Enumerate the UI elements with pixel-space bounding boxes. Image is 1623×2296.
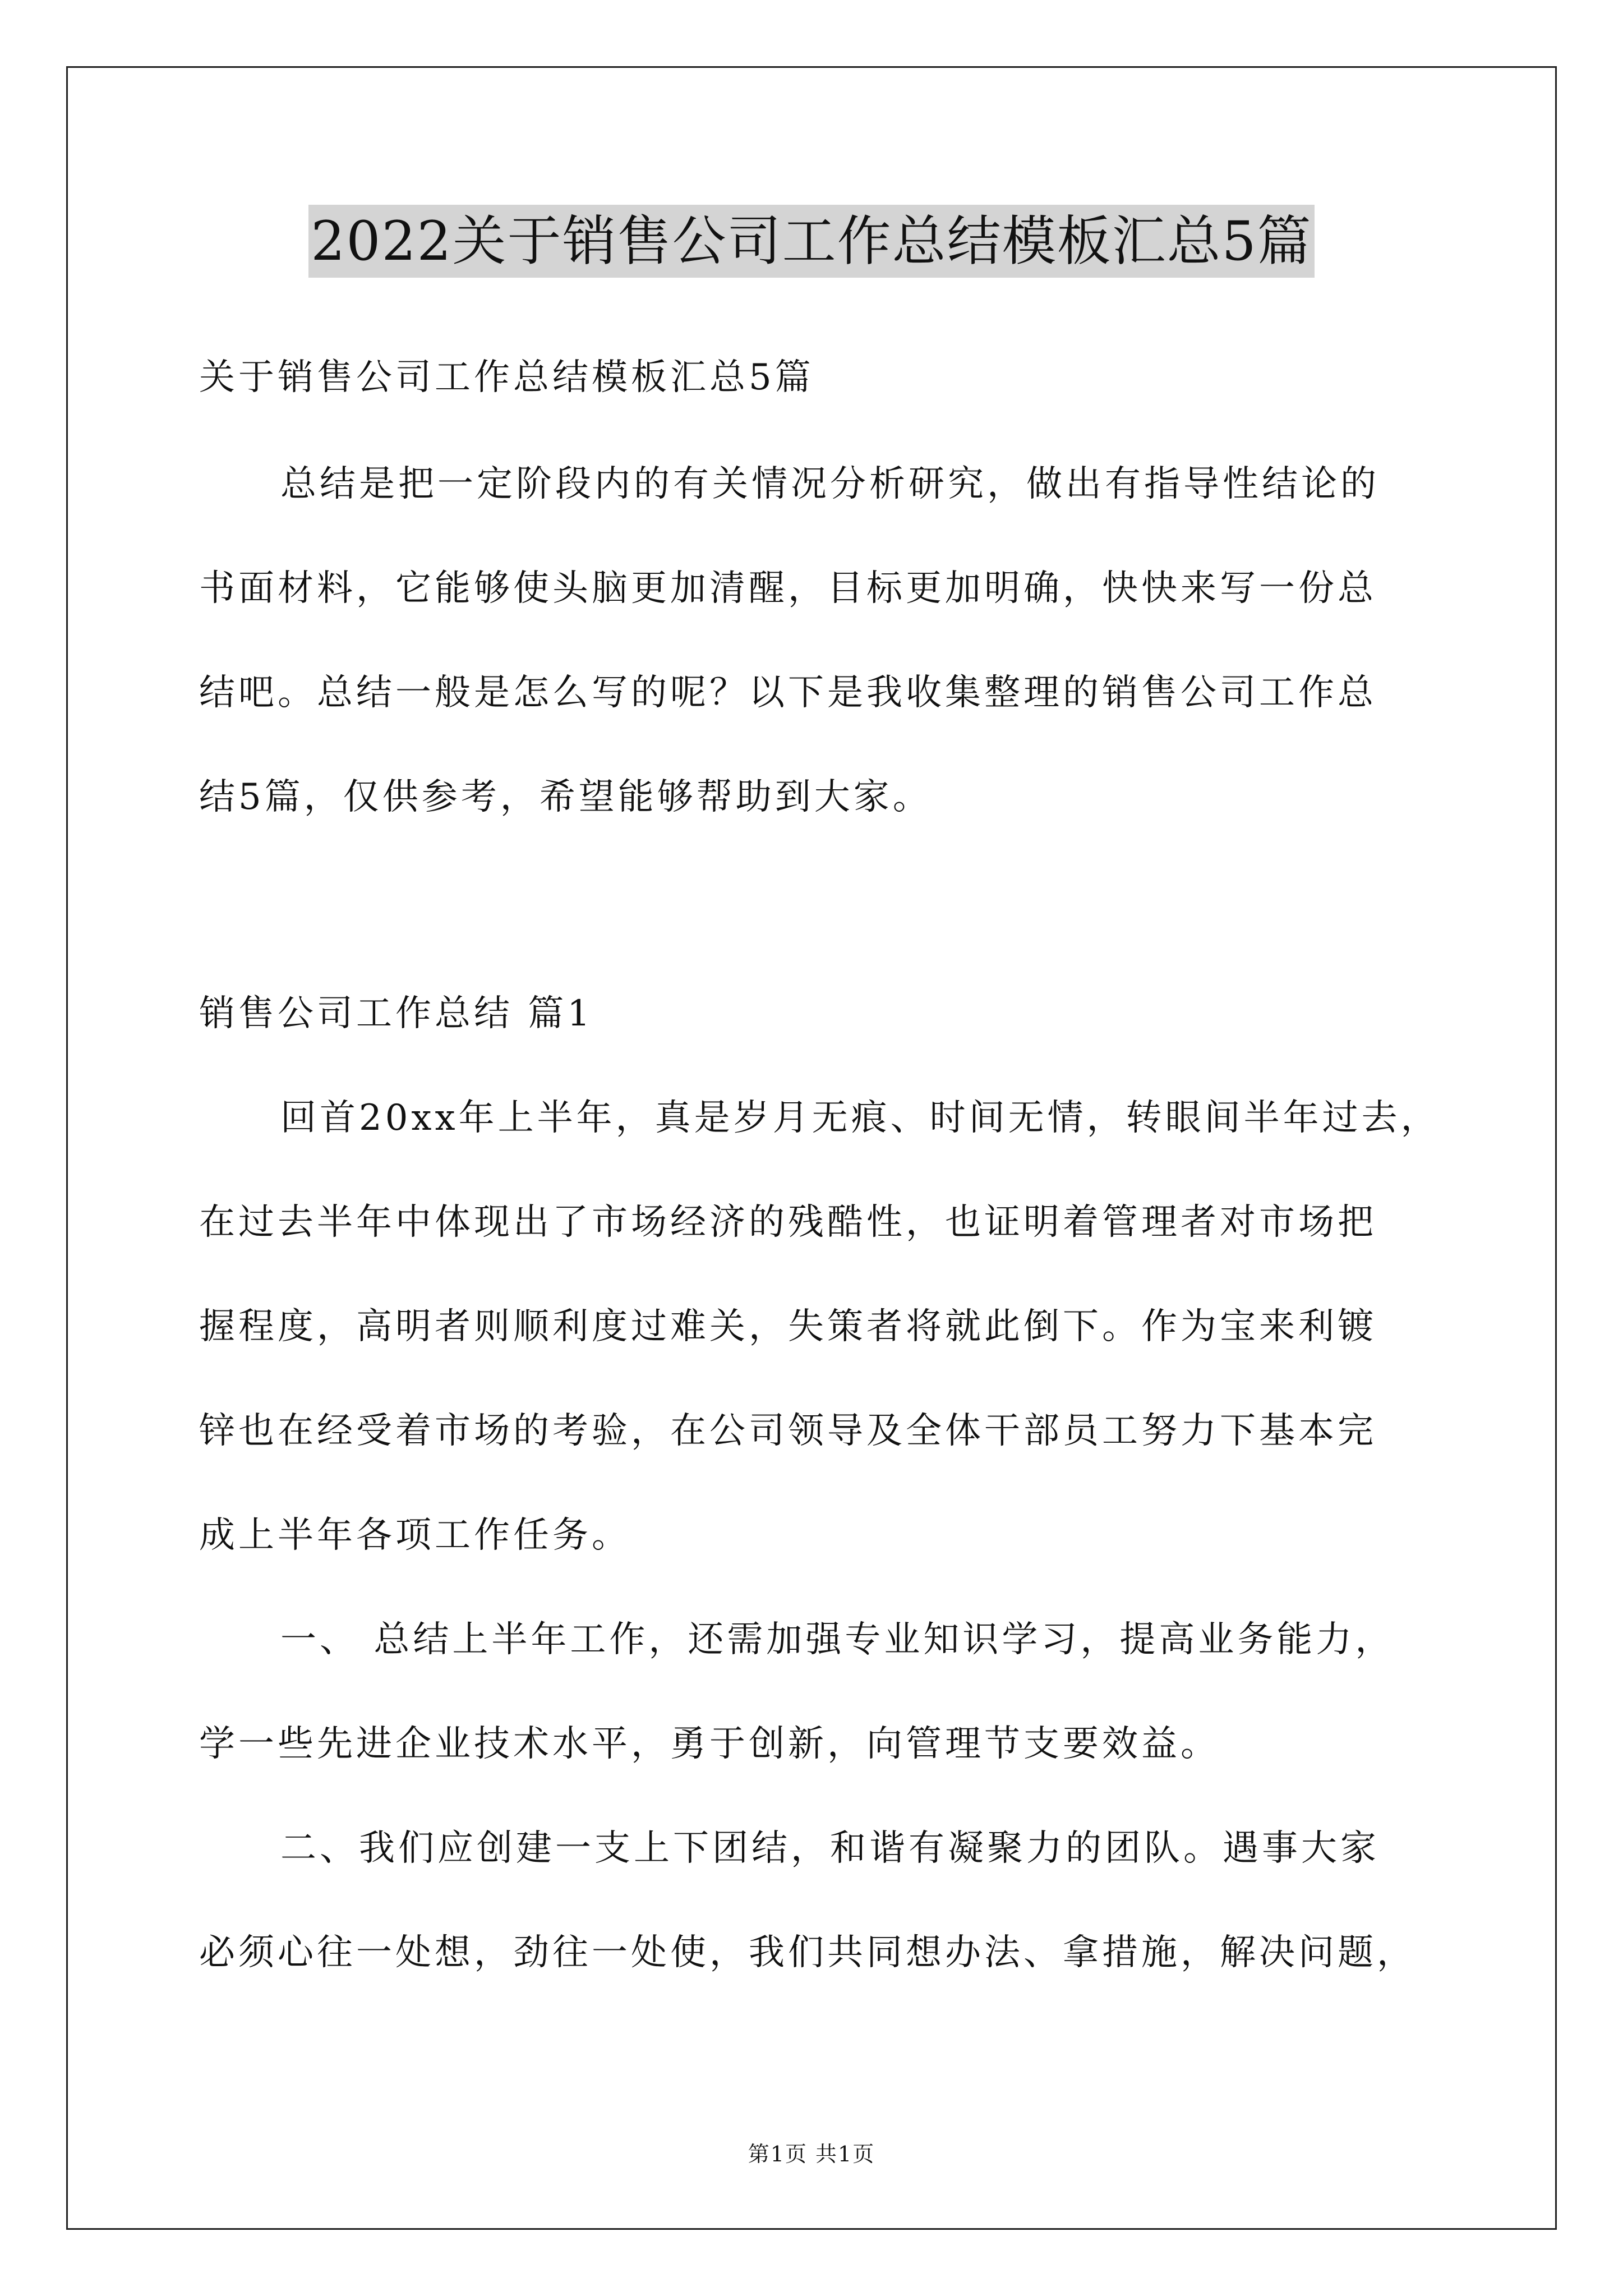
- intro-line: 总结是把一定阶段内的有关情况分析研究，做出有指导性结论的: [280, 463, 1380, 505]
- intro-line: 结吧。总结一般是怎么写的呢？以下是我收集整理的销售公司工作总: [199, 672, 1377, 714]
- body-line: 二、我们应创建一支上下团结，和谐有凝聚力的团队。遇事大家: [280, 1828, 1380, 1869]
- body-line: 握程度，高明者则顺利度过难关，失策者将就此倒下。作为宝来利镀: [199, 1306, 1377, 1347]
- body-line: 回首20xx年上半年，真是岁月无痕、时间无情，转眼间半年过去，: [280, 1097, 1440, 1139]
- document-title: 2022关于销售公司工作总结模板汇总5篇: [308, 205, 1314, 278]
- body-line: 学一些先进企业技术水平，勇于创新，向管理节支要效益。: [199, 1723, 1220, 1765]
- body-line: 锌也在经受着市场的考验，在公司领导及全体干部员工努力下基本完: [199, 1410, 1377, 1452]
- body-line: 一、 总结上半年工作，还需加强专业知识学习，提高业务能力，: [280, 1619, 1395, 1660]
- body-line: 必须心往一处想，劲往一处使，我们共同想办法、拿措施，解决问题，: [199, 1932, 1416, 1973]
- intro-line: 书面材料，它能够使头脑更加清醒，目标更加明确，快快来写一份总: [199, 568, 1377, 609]
- body-line: 在过去半年中体现出了市场经济的残酷性，也证明着管理者对市场把: [199, 1202, 1377, 1243]
- section-heading: 销售公司工作总结 篇1: [199, 993, 594, 1034]
- body-line: 成上半年各项工作任务。: [199, 1515, 631, 1556]
- page-footer: 第1页 共1页: [748, 2142, 875, 2166]
- document-subtitle: 关于销售公司工作总结模板汇总5篇: [199, 357, 814, 398]
- title-block: [0, 205, 1623, 278]
- intro-line: 结5篇，仅供参考，希望能够帮助到大家。: [199, 776, 932, 818]
